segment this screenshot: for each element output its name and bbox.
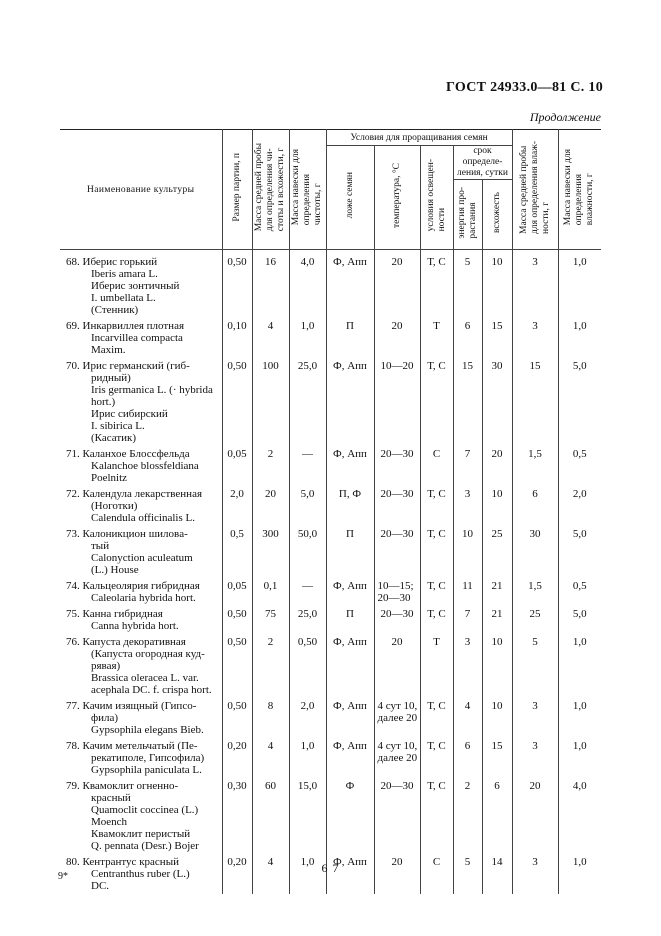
cell-bed: Ф, Апп <box>326 250 374 319</box>
cell-moisture-sample: 3 <box>512 854 558 894</box>
cell-bed: П <box>326 526 374 578</box>
culture-name: 73. Калоникцион шиловa- тый Calonyction aculeatum (L.) House <box>66 528 193 576</box>
cell-bed: Ф, Апп <box>326 698 374 738</box>
cell-germination: 15 <box>482 738 512 778</box>
table-row <box>60 446 601 486</box>
cell-lighting: Т, С <box>420 250 453 319</box>
cell-name <box>60 578 222 606</box>
cell-sample-mass: 8 <box>252 698 289 738</box>
cell-bed: П <box>326 606 374 634</box>
cell-lighting: Т, С <box>420 698 453 738</box>
cell-bed: П, Ф <box>326 486 374 526</box>
table-row <box>60 578 601 606</box>
cell-lighting: Т, С <box>420 778 453 854</box>
cell-moisture-weight: 5,0 <box>558 606 601 634</box>
col-header-temperature: температура, °С <box>374 146 420 250</box>
cell-moisture-sample: 3 <box>512 738 558 778</box>
cell-germination: 25 <box>482 526 512 578</box>
cell-bed: Ф, Апп <box>326 854 374 894</box>
cell-lighting: Т, С <box>420 578 453 606</box>
cell-weight-purity: 1,0 <box>289 854 326 894</box>
cell-bed: Ф, Апп <box>326 738 374 778</box>
cell-sample-mass: 4 <box>252 854 289 894</box>
cell-bed: Ф, Апп <box>326 446 374 486</box>
cell-sample-mass: 2 <box>252 446 289 486</box>
cell-moisture-weight: 1,0 <box>558 854 601 894</box>
cell-lot-size: 0,30 <box>222 778 252 854</box>
cell-weight-purity: 0,50 <box>289 634 326 698</box>
cell-name <box>60 486 222 526</box>
cell-weight-purity: — <box>289 578 326 606</box>
cell-weight-purity: 1,0 <box>289 738 326 778</box>
cell-sample-mass: 2 <box>252 634 289 698</box>
cell-sample-mass: 300 <box>252 526 289 578</box>
cell-energy: 15 <box>453 358 482 446</box>
cell-name <box>60 698 222 738</box>
cell-germination: 21 <box>482 578 512 606</box>
cell-energy: 6 <box>453 318 482 358</box>
cell-lighting: Т, С <box>420 358 453 446</box>
culture-name: 76. Капуста декоративная (Капуста огородная куд- рявая) Brassica oleracea L. var. acephala DC. f. crispa hort. <box>66 636 212 696</box>
cell-moisture-weight: 2,0 <box>558 486 601 526</box>
cell-temperature: 10—15; 20—30 <box>374 578 420 606</box>
col-header-weight-purity: Масса навески для определения чистоты, г <box>289 130 326 250</box>
cell-energy: 6 <box>453 738 482 778</box>
table-body <box>60 250 601 895</box>
cell-germination: 10 <box>482 634 512 698</box>
col-header-term: срок определе- ления, сутки <box>453 146 512 180</box>
cell-moisture-weight: 5,0 <box>558 526 601 578</box>
cell-moisture-sample: 1,5 <box>512 578 558 606</box>
cell-moisture-sample: 3 <box>512 698 558 738</box>
cell-germination: 10 <box>482 250 512 319</box>
cell-moisture-weight: 0,5 <box>558 578 601 606</box>
cell-name <box>60 526 222 578</box>
col-header-energy: энергия про- растания <box>453 180 482 250</box>
table-row <box>60 358 601 446</box>
cell-name <box>60 738 222 778</box>
cell-temperature: 4 сут 10, далее 20 <box>374 738 420 778</box>
col-header-moisture-weight: Масса навески для определения влажности, г <box>558 130 601 250</box>
cell-name <box>60 634 222 698</box>
cell-weight-purity: 25,0 <box>289 606 326 634</box>
cell-weight-purity: 5,0 <box>289 486 326 526</box>
cell-temperature: 20—30 <box>374 446 420 486</box>
cell-weight-purity: 4,0 <box>289 250 326 319</box>
cell-weight-purity: 1,0 <box>289 318 326 358</box>
cell-lot-size: 0,05 <box>222 578 252 606</box>
culture-name: 80. Кентрантус красный Centranthus ruber (L.) DC. <box>66 856 190 892</box>
culture-name: 75. Канна гибридная Canna hybrida hort. <box>66 608 179 632</box>
cell-weight-purity: 2,0 <box>289 698 326 738</box>
cell-bed: Ф, Апп <box>326 634 374 698</box>
cell-sample-mass: 75 <box>252 606 289 634</box>
cell-germination: 20 <box>482 446 512 486</box>
cell-moisture-sample: 1,5 <box>512 446 558 486</box>
cell-sample-mass: 100 <box>252 358 289 446</box>
cell-lot-size: 0,50 <box>222 606 252 634</box>
cell-lighting: С <box>420 446 453 486</box>
cell-energy: 3 <box>453 634 482 698</box>
cell-lot-size: 0,5 <box>222 526 252 578</box>
cell-lighting: Т, С <box>420 486 453 526</box>
cell-lot-size: 0,10 <box>222 318 252 358</box>
cell-lot-size: 0,20 <box>222 854 252 894</box>
cell-moisture-weight: 1,0 <box>558 250 601 319</box>
cell-germination: 30 <box>482 358 512 446</box>
col-header-lighting: условия освещен- ности <box>420 146 453 250</box>
cell-energy: 3 <box>453 486 482 526</box>
cell-temperature: 20 <box>374 634 420 698</box>
cell-temperature: 20 <box>374 318 420 358</box>
cell-energy: 7 <box>453 606 482 634</box>
col-header-bed: ложе семян <box>326 146 374 250</box>
cell-sample-mass: 0,1 <box>252 578 289 606</box>
cell-lighting: Т <box>420 634 453 698</box>
cell-sample-mass: 4 <box>252 738 289 778</box>
cell-lot-size: 0,50 <box>222 698 252 738</box>
cell-moisture-sample: 15 <box>512 358 558 446</box>
cell-moisture-sample: 3 <box>512 250 558 319</box>
col-header-germination: всхожесть <box>482 180 512 250</box>
cell-lighting: Т, С <box>420 738 453 778</box>
culture-name: 71. Каланхое Блоссфельда Kalanchoe blossfeldiana Poelnitz <box>66 448 199 484</box>
cell-lot-size: 0,50 <box>222 634 252 698</box>
culture-name: 77. Качим изящный (Гипсо- фила) Gypsophila elegans Bieb. <box>66 700 204 736</box>
cell-germination: 21 <box>482 606 512 634</box>
culture-name: 68. Иберис горький Iberis amara L. Иберис зонтичный I. umbellata L. (Стенник) <box>66 256 180 316</box>
cell-name <box>60 446 222 486</box>
cell-temperature: 20—30 <box>374 606 420 634</box>
table-row <box>60 634 601 698</box>
culture-name: 69. Инкарвиллея плотная Incarvillea compacta Maxim. <box>66 320 185 356</box>
cell-moisture-sample: 3 <box>512 318 558 358</box>
table-row <box>60 698 601 738</box>
cell-bed: П <box>326 318 374 358</box>
cell-temperature: 20 <box>374 250 420 319</box>
table-row <box>60 318 601 358</box>
col-header-name: Наименование культуры <box>60 130 222 250</box>
cell-bed: Ф, Апп <box>326 578 374 606</box>
cell-lot-size: 0,05 <box>222 446 252 486</box>
cell-moisture-sample: 6 <box>512 486 558 526</box>
cell-energy: 5 <box>453 854 482 894</box>
cell-name <box>60 778 222 854</box>
cell-moisture-sample: 30 <box>512 526 558 578</box>
cell-sample-mass: 60 <box>252 778 289 854</box>
cell-lighting: Т, С <box>420 526 453 578</box>
culture-name: 74. Кальцеолярия гибридная Caleolaria hybrida hort. <box>66 580 200 604</box>
col-header-lot-size: Размер партии, п <box>222 130 252 250</box>
culture-name: 72. Календула лекарственная (Ноготки) Calendula officinalis L. <box>66 488 203 524</box>
cell-germination: 14 <box>482 854 512 894</box>
cell-germination: 6 <box>482 778 512 854</box>
cell-energy: 4 <box>453 698 482 738</box>
cell-moisture-sample: 5 <box>512 634 558 698</box>
table-row <box>60 486 601 526</box>
cell-temperature: 20—30 <box>374 778 420 854</box>
cell-moisture-weight: 5,0 <box>558 358 601 446</box>
cell-sample-mass: 4 <box>252 318 289 358</box>
cell-germination: 10 <box>482 486 512 526</box>
cell-energy: 2 <box>453 778 482 854</box>
cell-moisture-weight: 0,5 <box>558 446 601 486</box>
cell-energy: 5 <box>453 250 482 319</box>
cell-temperature: 20 <box>374 854 420 894</box>
cell-moisture-weight: 1,0 <box>558 738 601 778</box>
cell-name <box>60 250 222 319</box>
cell-moisture-weight: 1,0 <box>558 318 601 358</box>
cell-energy: 10 <box>453 526 482 578</box>
cell-moisture-weight: 1,0 <box>558 634 601 698</box>
table-row <box>60 606 601 634</box>
cell-moisture-sample: 25 <box>512 606 558 634</box>
culture-name: 79. Квамоклит огненно- красный Quamoclit coccinea (L.) Moench Квамоклит перистый Q. pennata (Desr.) Bojer <box>66 780 199 852</box>
cell-moisture-sample: 20 <box>512 778 558 854</box>
col-header-sample-mass: Масса средней пробы для определения чи- стоты и всхожести, г <box>252 130 289 250</box>
col-header-moisture-sample: Масса средней пробы для определения влаж- ности, г <box>512 130 558 250</box>
seed-table <box>60 129 601 894</box>
page-header: ГОСТ 24933.0—81 С. 10 <box>446 80 603 95</box>
footer-mark: 9* <box>58 871 68 882</box>
cell-lot-size: 0,50 <box>222 358 252 446</box>
cell-name <box>60 358 222 446</box>
cell-temperature: 4 сут 10, далее 20 <box>374 698 420 738</box>
culture-name: 70. Ирис германский (гиб- ридный) Iris germanica L. (· hybrida hort.) Ирис сибирский I. sibirica L. (Касатик) <box>66 360 213 444</box>
culture-name: 78. Качим метельчатый (Пе- рекатиполе, Гипсофила) Gypsophila paniculata L. <box>66 740 205 776</box>
cell-weight-purity: 25,0 <box>289 358 326 446</box>
cell-energy: 7 <box>453 446 482 486</box>
cell-energy: 11 <box>453 578 482 606</box>
cell-bed: Ф <box>326 778 374 854</box>
page-number: 6 7 <box>321 861 340 875</box>
cell-temperature: 20—30 <box>374 526 420 578</box>
cell-name <box>60 606 222 634</box>
cell-lot-size: 2,0 <box>222 486 252 526</box>
cell-germination: 15 <box>482 318 512 358</box>
cell-temperature: 10—20 <box>374 358 420 446</box>
cell-bed: Ф, Апп <box>326 358 374 446</box>
cell-lighting: С <box>420 854 453 894</box>
cell-moisture-weight: 1,0 <box>558 698 601 738</box>
cell-sample-mass: 20 <box>252 486 289 526</box>
table-row <box>60 250 601 319</box>
cell-sample-mass: 16 <box>252 250 289 319</box>
table-row <box>60 778 601 854</box>
cell-name <box>60 318 222 358</box>
table-row <box>60 526 601 578</box>
col-header-conditions: Условия для проращивания семян <box>326 130 512 146</box>
cell-weight-purity: — <box>289 446 326 486</box>
cell-lot-size: 0,20 <box>222 738 252 778</box>
cell-moisture-weight: 4,0 <box>558 778 601 854</box>
cell-lighting: Т, С <box>420 606 453 634</box>
continuation-label: Продолжение <box>529 110 601 124</box>
table-row <box>60 738 601 778</box>
cell-germination: 10 <box>482 698 512 738</box>
cell-temperature: 20—30 <box>374 486 420 526</box>
cell-lighting: Т <box>420 318 453 358</box>
cell-lot-size: 0,50 <box>222 250 252 319</box>
cell-weight-purity: 50,0 <box>289 526 326 578</box>
cell-weight-purity: 15,0 <box>289 778 326 854</box>
